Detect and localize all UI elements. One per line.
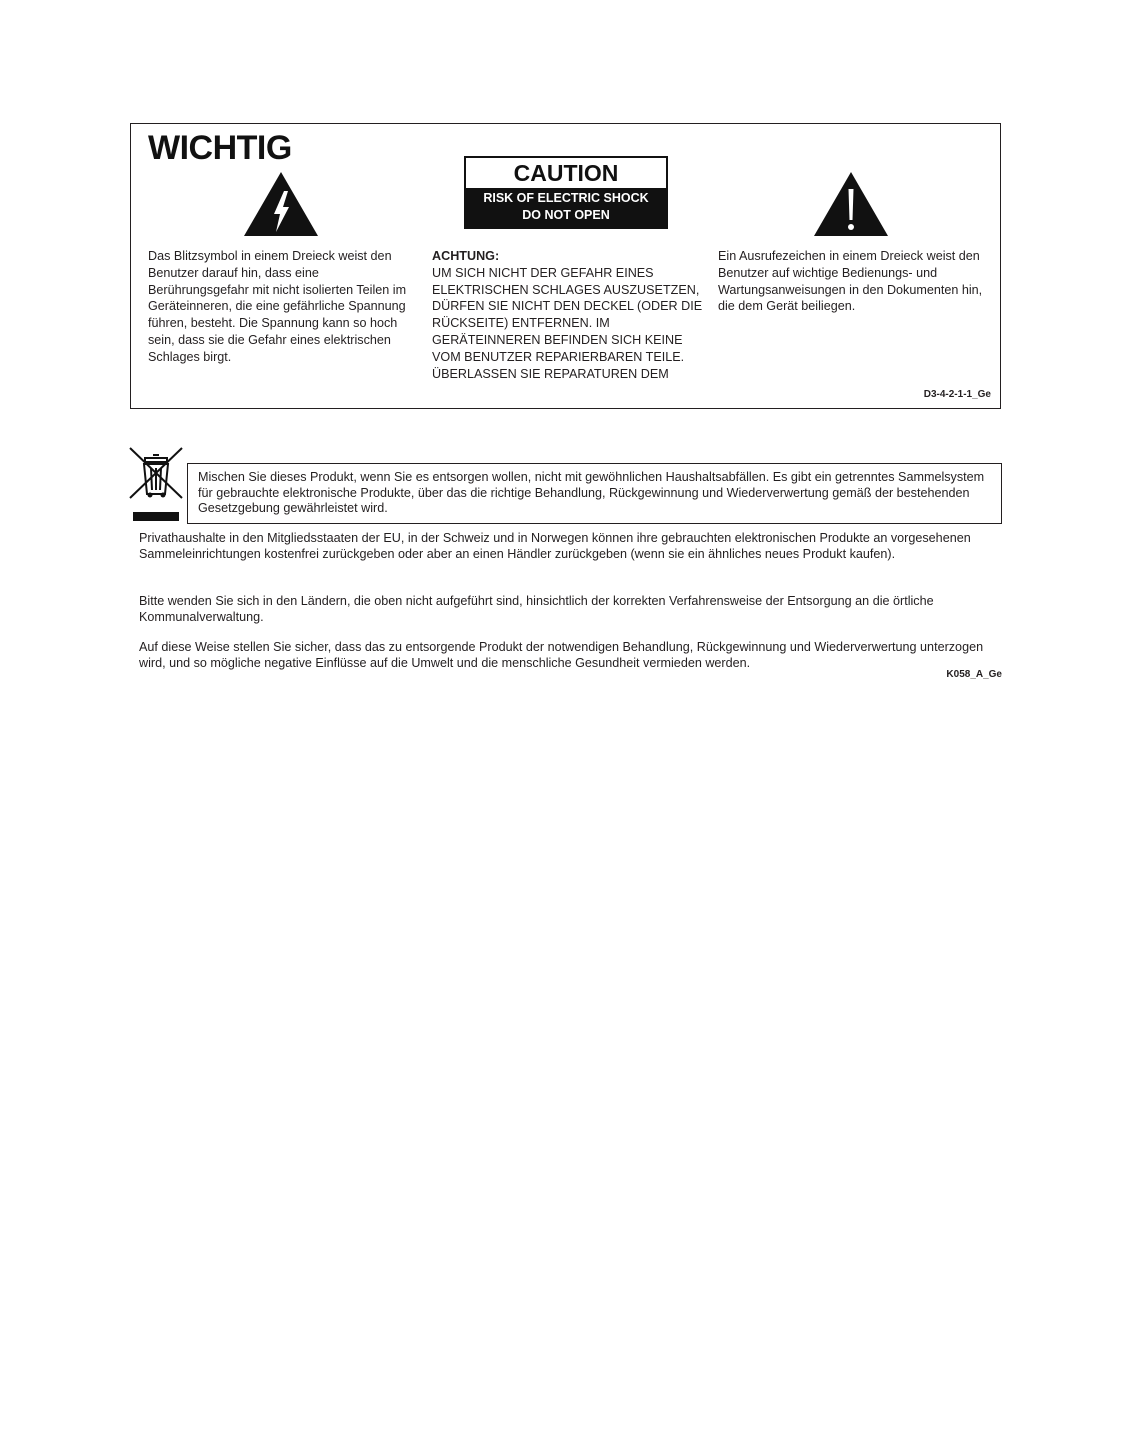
lightning-description: Das Blitzsymbol in einem Dreieck weist den Benutzer darauf hin, dass eine Berührungsgefahr mit nicht isolierten Teilen im Geräteinneren, die eine gefährliche Spannung führen, besteht. Die Spannung kann so hoch sein, dass sie die Gefahr eines elektrischen Schlages birgt. xyxy=(148,249,407,364)
disposal-paragraph-1: Privathaushalte in den Mitgliedsstaaten der EU, in der Schweiz und in Norwegen können ihre gebrauchten elektronischen Produkte an vorgesehenen Sammeleinrichtungen kostenfrei zurückgeben oder aber an einen Händler zurückgeben (wenn sie ein ähnliches neues Produkt kaufen). xyxy=(139,531,971,561)
caution-line-1: RISK OF ELECTRIC SHOCK xyxy=(483,191,649,205)
lightning-warning-triangle-icon xyxy=(243,171,319,237)
disposal-paragraph-3: Auf diese Weise stellen Sie sicher, dass das zu entsorgende Produkt der notwendigen Behandlung, Rückgewinnung und Wiederverwertung unterzogen wird, und so mögliche negative Einflüsse auf die Umwelt und die menschliche Gesundheit vermieden werden. xyxy=(139,640,984,670)
attention-heading: ACHTUNG: xyxy=(432,249,500,263)
page-title: WICHTIG xyxy=(148,129,292,167)
disposal-ref-code: K058_A_Ge xyxy=(946,669,1002,680)
disposal-paragraph-2: Bitte wenden Sie sich in den Ländern, die oben nicht aufgeführt sind, hinsichtlich der korrekten Verfahrensweise der Entsorgung an die örtliche Kommunalverwaltung. xyxy=(139,594,934,624)
caution-line-2: DO NOT OPEN xyxy=(522,208,610,222)
caution-heading: CAUTION xyxy=(466,158,666,188)
attention-block xyxy=(432,248,707,382)
disposal-notice-box: Mischen Sie dieses Produkt, wenn Sie es entsorgen wollen, nicht mit gewöhnlichen Haushaltsabfällen. Es gibt ein getrenntes Sammelsystem für gebrauchte elektronische Produkte, über das die richtige Behandlung, Rückgewinnung und Wiederverwertung gemäß der bestehenden Gesetzgebung gewährleistet wird. xyxy=(187,463,1002,524)
attention-text: UM SICH NICHT DER GEFAHR EINES ELEKTRISCHEN SCHLAGES AUSZUSETZEN, DÜRFEN SIE NICHT DEN DECKEL (ODER DIE RÜCKSEITE) ENTFERNEN. IM GERÄTEINNEREN BEFINDEN SICH KEINE VOM BENUTZER REPARIERBAREN TEILE. ÜBERLASSEN SIE REPARATUREN DEM xyxy=(432,265,703,381)
warning-ref-code: D3-4-2-1-1_Ge xyxy=(923,389,991,400)
caution-subtext xyxy=(466,190,666,224)
exclamation-warning-triangle-icon xyxy=(813,171,889,237)
exclamation-description: Ein Ausrufezeichen in einem Dreieck weist den Benutzer auf wichtige Bedienungs- und Wartungsanweisungen in den Dokumenten hin, die dem Gerät beiliegen. xyxy=(718,249,983,314)
caution-label xyxy=(464,156,668,229)
crossed-out-wheelie-bin-icon xyxy=(128,446,184,524)
